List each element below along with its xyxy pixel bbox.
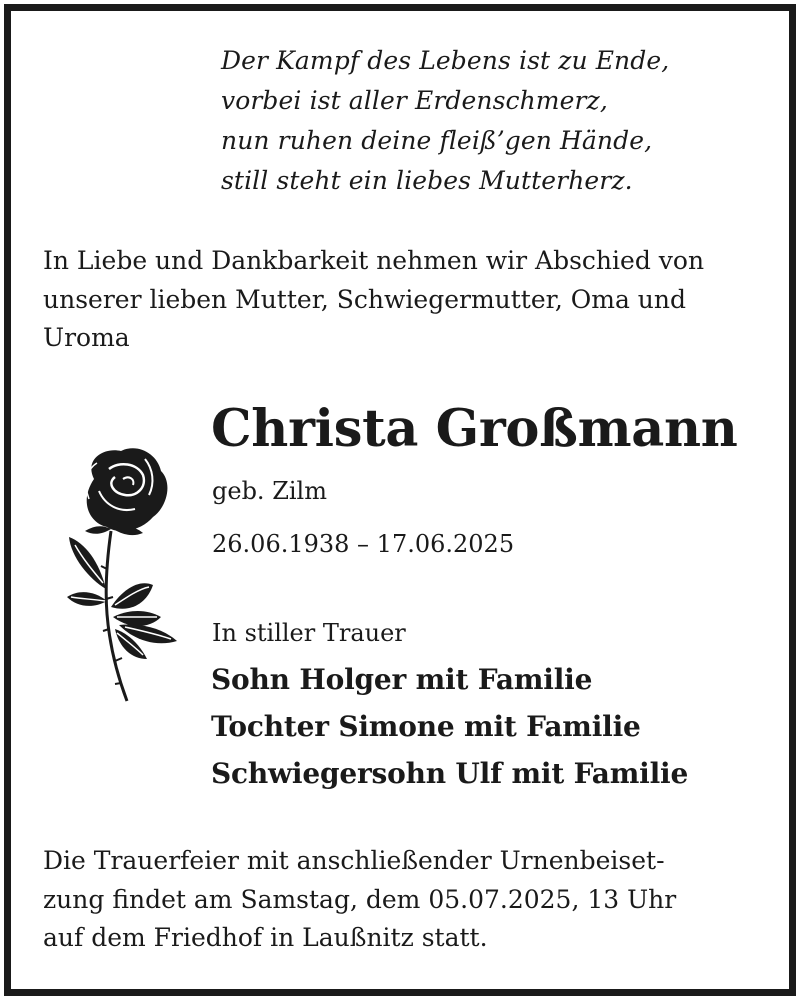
poem-line: still steht ein liebes Mutterherz. (221, 166, 633, 195)
mourner: Schwiegersohn Ulf mit Familie (211, 757, 689, 790)
mourner: Sohn Holger mit Familie (211, 663, 593, 696)
mourner: Tochter Simone mit Familie (211, 710, 641, 743)
deceased-name: Christa Großmann (211, 399, 738, 459)
poem-line: nun ruhen deine fleiß’gen Hände, (221, 126, 653, 155)
mourning-label: In stiller Trauer (212, 619, 406, 647)
birth-name: geb. Zilm (212, 477, 327, 505)
mourners-list (211, 656, 688, 797)
rose-icon (49, 439, 184, 709)
poem-line: vorbei ist aller Erdenschmerz, (221, 86, 608, 115)
poem-line: Der Kampf des Lebens ist zu Ende, (221, 46, 670, 75)
funeral-info (43, 842, 773, 958)
life-dates: 26.06.1938 – 17.06.2025 (212, 530, 515, 558)
intro-text: In Liebe und Dankbarkeit nehmen wir Abschied von unserer lieben Mutter, Schwiegermutter, Oma und Uroma (43, 246, 705, 352)
poem (221, 41, 741, 201)
funeral-line: zung findet am Samstag, dem 05.07.2025, 13 Uhr (43, 884, 677, 914)
funeral-line: auf dem Friedhof in Laußnitz statt. (43, 923, 488, 952)
funeral-line: Die Trauerfeier mit anschließender Urnenbeiset- (43, 846, 665, 875)
obituary-notice (4, 4, 796, 996)
